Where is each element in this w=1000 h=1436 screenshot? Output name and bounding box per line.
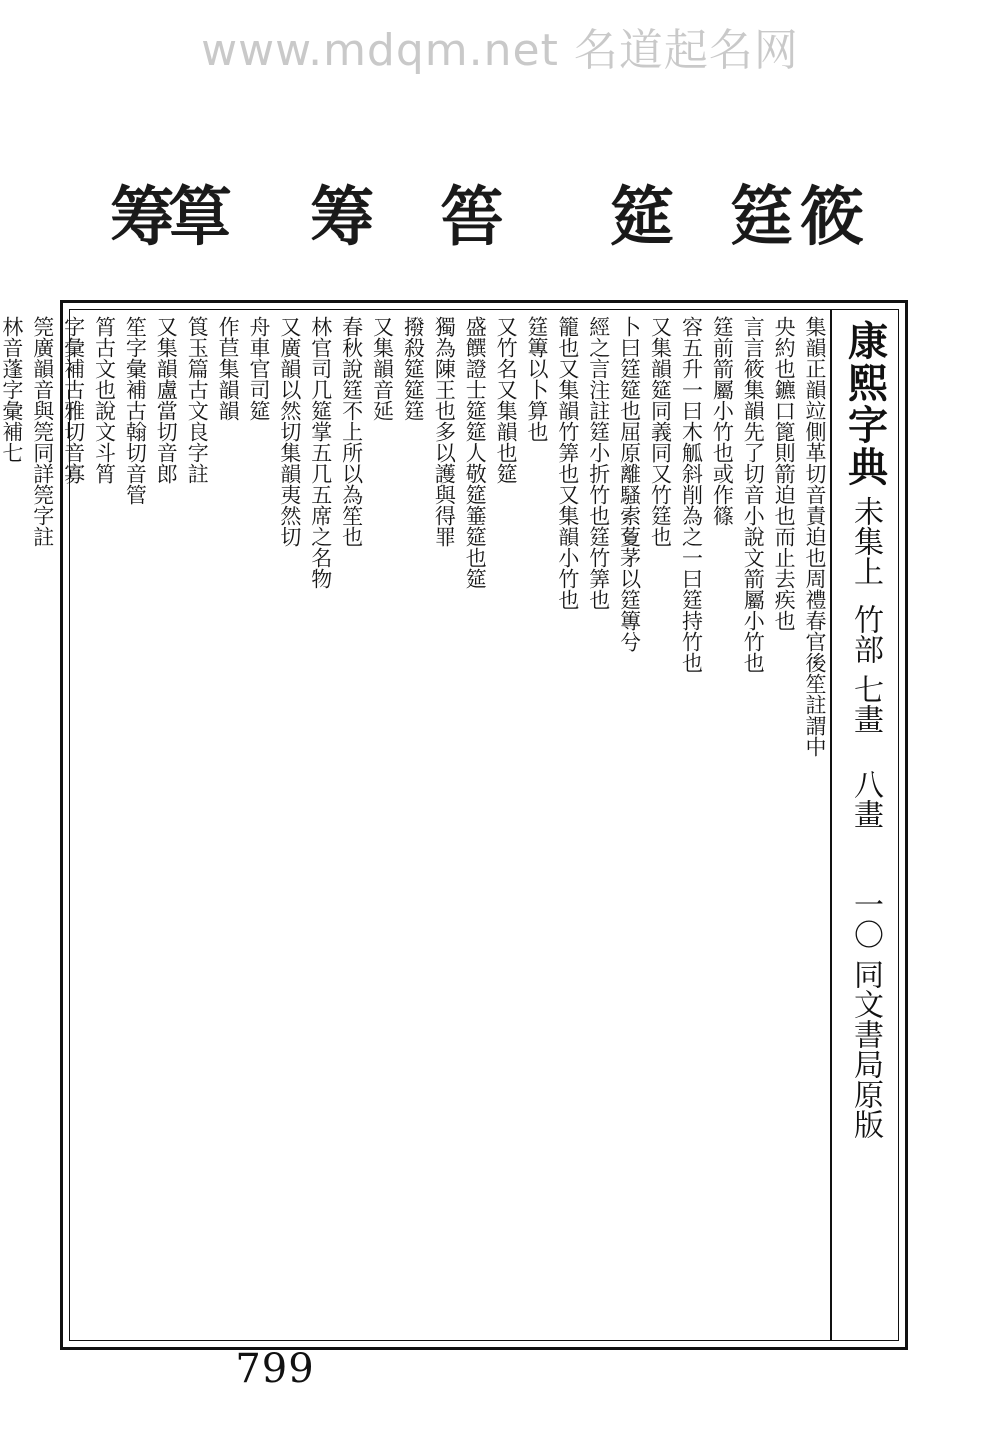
page-frame <box>0 300 908 1350</box>
text-column: 筤玉篇古文良字註 <box>185 316 210 484</box>
running-header <box>830 310 898 1340</box>
text-column: 籠也又集韻竹筭也又集韻小竹也 <box>555 316 580 610</box>
text-column: 言言筱集韻先了切音小說文箭屬小竹也 <box>741 316 766 673</box>
seal-char-4: 筶 <box>440 180 500 255</box>
seal-char-3: 筹 <box>310 180 370 255</box>
text-column: 筳篿以卜算也 <box>524 316 549 442</box>
stroke-count-label: 七畫 八畫 <box>848 674 883 829</box>
volume-label: 未集上 <box>848 496 883 586</box>
text-column: 筲古文也說文斗筲 <box>92 316 117 484</box>
text-column: 又集韻音延 <box>370 316 395 421</box>
page-number: 799 <box>235 1346 315 1392</box>
seal-char-5: 筵 <box>610 180 670 255</box>
text-column: 作苣集韻韻 <box>216 316 241 421</box>
dictionary-title: 康熙字典 <box>841 320 889 488</box>
dictionary-body <box>0 310 830 1340</box>
text-column: 筦廣韻音與筦同詳筦字註 <box>30 316 55 547</box>
text-column: 又廣韻以然切集韻夷然切 <box>277 316 302 547</box>
folio-number: 一〇 <box>848 889 883 949</box>
seal-script-row <box>110 178 870 258</box>
seal-char-2: 筸 <box>168 180 228 255</box>
text-column: 盛饌證士筵筵人敬筵箠筵也筵 <box>463 316 488 589</box>
seal-char-6: 筳 <box>730 180 790 255</box>
text-column: 筳前箭屬小竹也或作篠 <box>710 316 735 526</box>
text-column: 集韻正韻竝側革切音責迫也周禮春官後笙註謂中 <box>803 316 827 757</box>
seal-char-7: 筱 <box>800 180 860 255</box>
text-column: 又竹名又集韻也筵 <box>494 316 519 484</box>
text-column: 春秋說筳不上所以為笙也 <box>339 316 364 547</box>
text-column: 又集韻筵同義同又竹筳也 <box>648 316 673 547</box>
watermark-text: www.mdqm.net 名道起名网 <box>201 25 799 76</box>
text-column: 笙字彙補古翰切音管 <box>123 316 148 505</box>
text-column: 卜曰筳筵也屈原離騷索藑茅以筳篿兮 <box>617 316 642 652</box>
radical-label: 竹部 <box>848 604 883 664</box>
text-column: 撥殺筵筵筳 <box>401 316 426 421</box>
publisher-label: 同文書局原版 <box>848 959 883 1139</box>
text-column: 容五升一曰木觚斜削為之一曰筳持竹也 <box>679 316 704 673</box>
page-frame-inner <box>0 309 899 1341</box>
text-column: 字彙補古雅切音寡 <box>61 316 86 484</box>
text-column: 央約也鑣口篦則箭迫也而止去疾也 <box>772 316 797 631</box>
text-column: 林官司几筵掌五几五席之名物 <box>308 316 333 589</box>
text-column: 又集韻盧當切音郎 <box>154 316 179 484</box>
text-column: 舟車官司筵 <box>246 316 271 421</box>
text-column: 經之言注註筳小折竹也筳竹筭也 <box>586 316 611 610</box>
text-column: 獨為陳王也多以護與得罪 <box>432 316 457 547</box>
seal-char-1: 筹 <box>110 180 170 255</box>
text-column: 林音蓬字彙補七 <box>0 316 24 463</box>
